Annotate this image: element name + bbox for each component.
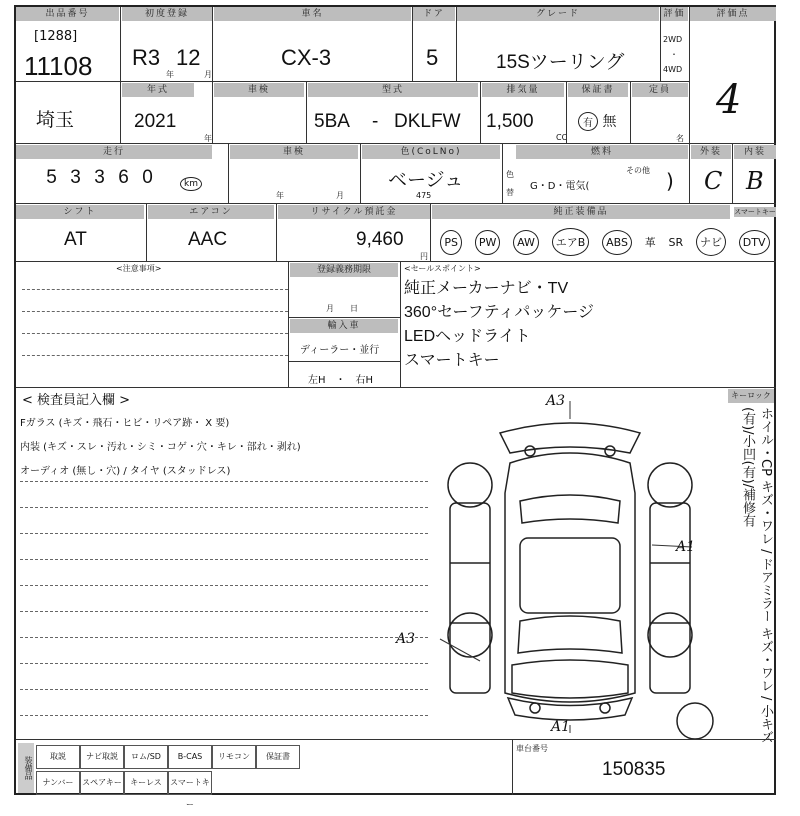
shift-value: AT (64, 229, 87, 250)
sales-point: 360°セーフティパッケージ (404, 304, 595, 321)
region: 埼玉 (36, 110, 75, 131)
grade-label: グレード (457, 7, 659, 21)
inspector-line-glass: Fガラス (キズ・飛石・ヒビ・リペア跡・ X 要) (20, 418, 230, 429)
smartkey-label: スマートキー (734, 208, 776, 216)
bottom-items (36, 741, 426, 809)
equipment-item: エアB (552, 228, 590, 256)
mileage (40, 167, 160, 189)
inspector-title: < 検査員記入欄 > (22, 393, 131, 408)
auction-sheet: 出品番号 初度登録 車名 ドア グレード 評価 評価点 [1288] 11108 R3 12 年 月 CX-3 5 15Sツーリング 2WD ・ 4WD 4 埼玉 年式 2021 年 車検 型式 5BA - DKLFW 排気量 1,500 CC 保証書 有 無 定員 名 走行 5 3 3 6 0 km 車検 年 月 色(CoLNo) ベージュ 475 色 替 燃料 G・D・電気( その他 ) 外装 内装 C B シフト AT エアコン AAC リサイクル預託金 9,460 円 純正装備品 スマートキー PS PW AW エアB ABS 革 SR ナビ DTV <注意事項> 登録義務期限 月 日 輸入車 ディーラー・並行 左H ・ 右H <セールスポイント> 純正メーカーナビ・TV 360°セーフティパッケージ LEDヘッドライト スマートキー < 検査員記入欄 > Fガラス (キズ・飛石・ヒビ・リペア跡・ X 要) 内装 (キズ・スレ・汚れ・シミ・コゲ・穴・キレ・部れ・剥れ) オーディオ (無し・穴) / タイヤ (スタッドレス) キーロック A3 A1 A3 A1 ホイル・CP キズ・ワレ / ドアミラー キズ・ワレ / 小キズ(有)/小凹(有)/補修有 装備品 取説 ナビ取説 ロム/SD B-CAS リモコン 保証書 ナンバー スペアキー キーレス スマートキー 車台番号 150835 (14, 5, 776, 795)
inspector-line-audio: オーディオ (無し・穴) / タイヤ (スタッドレス) (20, 466, 231, 477)
type-code: DKLFW (394, 111, 461, 132)
drive-label: 評価 (661, 7, 688, 21)
bottom-item: キーレス (124, 771, 168, 795)
lot-sub: [1288] (34, 29, 78, 44)
first-reg-label: 初度登録 (122, 7, 212, 21)
door-count: 5 (426, 45, 439, 70)
drive-4wd: 4WD (663, 65, 683, 74)
equipment-item: 革 (644, 236, 656, 249)
reg-deadline-label: 登録義務期限 (290, 263, 398, 277)
wheel-rear-right (648, 463, 692, 507)
first-reg-month: 12 (176, 45, 201, 70)
guarantee-label: 保証書 (568, 83, 628, 97)
equipment-item: ナビ (696, 228, 726, 256)
bottom-side-label: 装備品 (18, 743, 34, 793)
bottom-item: ナンバー (36, 771, 80, 795)
color-label: 色(CoLNo) (362, 145, 500, 159)
year-label: 年式 (122, 83, 194, 97)
spare-wheel (677, 703, 713, 739)
model-year: 2021 (134, 111, 177, 132)
recycle-label: リサイクル預託金 (278, 205, 430, 219)
drive-2wd: 2WD (663, 35, 683, 44)
left-side (450, 503, 490, 693)
interior-grade: B (746, 167, 764, 195)
mileage-digit: 3 (94, 167, 106, 188)
equipment-item: AW (513, 230, 539, 255)
rear-window (520, 495, 620, 523)
bottom-item: スペアキー (80, 771, 124, 795)
first-reg-era: R3 (132, 45, 161, 70)
chassis-number-label: 車台番号 (516, 744, 548, 753)
car-damage-diagram (420, 393, 720, 743)
ac-value: AAC (188, 229, 228, 250)
ac-label: エアコン (148, 205, 274, 219)
score-value: 4 (716, 77, 742, 123)
equipment-item: DTV (739, 230, 770, 255)
hood (512, 660, 628, 698)
windshield (518, 616, 622, 653)
exterior-label: 外装 (691, 145, 731, 159)
fuel-options: G・D・電気( (530, 181, 590, 192)
import-label: 輸入車 (290, 319, 398, 333)
grade-name: 15Sツーリング (496, 52, 625, 73)
sales-point: LEDヘッドライト (404, 328, 531, 345)
car-body-top (505, 453, 635, 702)
mileage-digit: 6 (118, 167, 130, 188)
color-value: ベージュ (388, 170, 464, 191)
displacement: 1,500 (486, 111, 534, 132)
roof (520, 538, 620, 613)
mileage-unit: km (180, 177, 202, 191)
damage-mark-left: A3 (396, 631, 416, 647)
bottom-item: ロム/SD (124, 745, 168, 769)
capacity-label: 定員 (632, 83, 688, 97)
recycle-fee: 9,460 (356, 229, 404, 250)
handle-side: 左H ・ 右H (308, 375, 374, 386)
lot-number: 11108 (24, 51, 93, 81)
lot-label: 出品番号 (16, 7, 119, 21)
side-notes: ホイル・CP キズ・ワレ / ドアミラー キズ・ワレ / 小キズ(有)/小凹(有)/補修有 (740, 407, 773, 744)
score-label: 評価点 (690, 7, 776, 21)
fuel-label: 燃料 (516, 145, 688, 159)
right-side (650, 503, 690, 693)
damage-mark-front: A1 (551, 719, 571, 735)
mileage-label: 走行 (16, 145, 212, 159)
type-label: 型式 (308, 83, 478, 97)
wheel-rear-left (448, 463, 492, 507)
interior-label: 内装 (734, 145, 776, 159)
damage-mark-rear: A3 (546, 393, 566, 409)
type-prefix: 5BA (314, 111, 350, 132)
damage-mark-right: A1 (676, 539, 696, 555)
bottom-item: ナビ取説 (80, 745, 124, 769)
sales-point: 純正メーカーナビ・TV (404, 280, 569, 297)
guarantee-value: 有 無 (578, 111, 616, 131)
exterior-grade: C (704, 167, 723, 195)
model-name: CX-3 (281, 45, 332, 70)
sales-point: スマートキー (404, 352, 500, 369)
equipment-item: PS (440, 230, 462, 255)
caution-label: <注意事項> (116, 264, 162, 273)
chassis-label: 車検 (214, 83, 304, 97)
bottom-item: 取説 (36, 745, 80, 769)
bottom-item: 保証書 (256, 745, 300, 769)
equipment-item: ABS (602, 230, 632, 255)
mileage-digit: 3 (70, 167, 82, 188)
sales-label: <セールスポイント> (404, 264, 481, 273)
rear-bumper (500, 423, 640, 453)
equipment-item: PW (475, 230, 501, 255)
wheel-front-right (648, 613, 692, 657)
keylock-label: キーロック (728, 389, 774, 403)
mileage-digit: 5 (46, 167, 58, 188)
wheel-front-left (448, 613, 492, 657)
bottom-item: スマートキー (168, 771, 212, 795)
model-label: 車名 (214, 7, 411, 21)
inspector-line-interior: 内装 (キズ・スレ・汚れ・シミ・コゲ・穴・キレ・部れ・剥れ) (20, 442, 301, 453)
dealer-parallel: ディーラー・並行 (300, 345, 380, 356)
chassis-number: 150835 (602, 759, 666, 780)
shift-label: シフト (16, 205, 144, 219)
sales-points (404, 277, 594, 373)
bottom-item: B-CAS (168, 745, 212, 769)
displacement-label: 排気量 (482, 83, 564, 97)
equipment-list (434, 225, 776, 259)
color-number: 475 (416, 191, 432, 200)
bottom-item: リモコン (212, 745, 256, 769)
door-label: ドア (413, 7, 455, 21)
inspection-label: 車検 (230, 145, 358, 159)
mileage-digit: 0 (142, 167, 154, 188)
equipment-label: 純正装備品 (432, 205, 730, 219)
equipment-item: SR (668, 235, 684, 249)
